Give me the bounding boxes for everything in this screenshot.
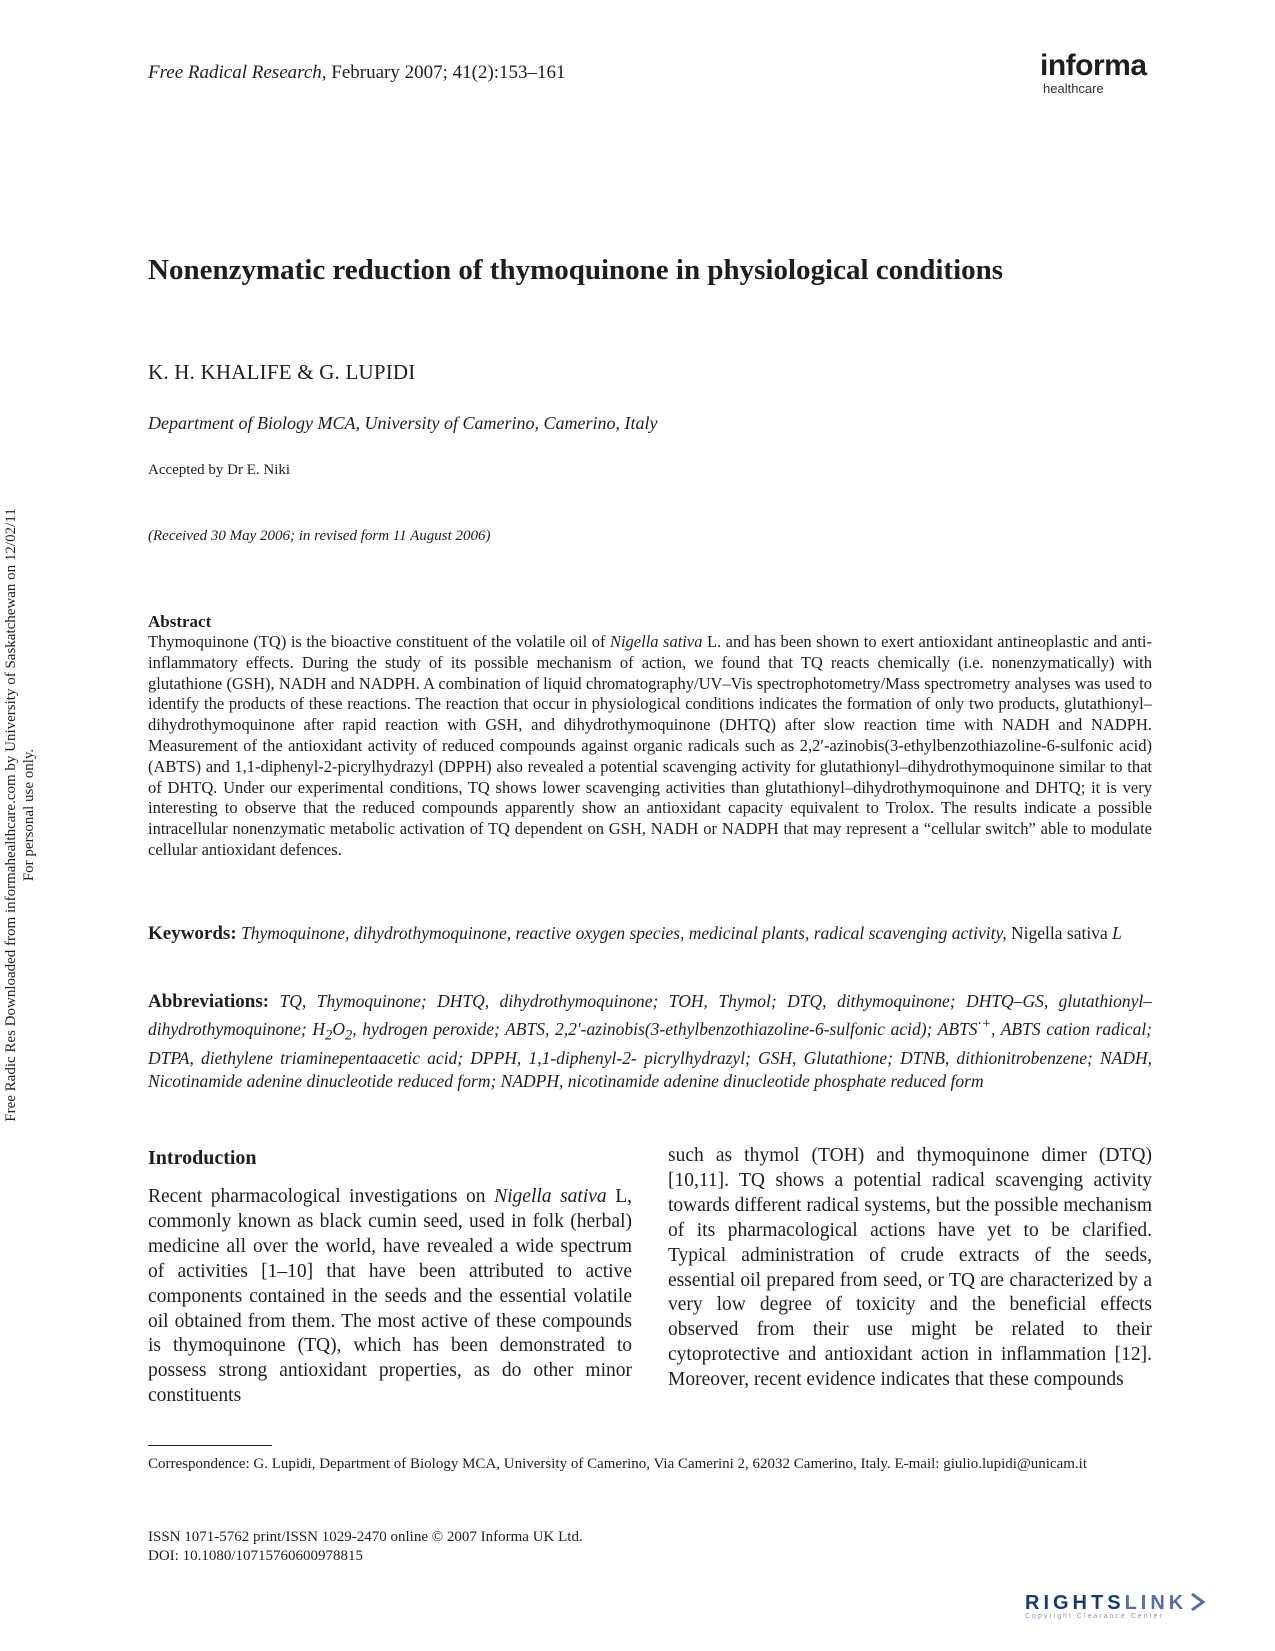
rightslink-logo: RIGHTSLINK Copyright Clearance Center (1025, 1592, 1255, 1632)
introduction-right-column (668, 1144, 1152, 1393)
informa-logo (1040, 50, 1160, 96)
rightslink-subtitle: Copyright Clearance Center (1025, 1613, 1164, 1620)
personal-use-line: For personal use only. (21, 748, 37, 882)
logo-sub-text: healthcare (1043, 81, 1104, 96)
download-watermark (2, 465, 38, 1165)
accepted-by: Accepted by Dr E. Niki (148, 462, 291, 478)
abbreviations-section (148, 990, 1152, 1093)
logo-main-text: informa (1040, 49, 1147, 82)
introduction-left-column (148, 1145, 632, 1409)
abstract-section (148, 612, 1152, 861)
issn-block (148, 1528, 583, 1566)
journal-issue: , February 2007; 41(2):153–161 (321, 62, 566, 83)
introduction-paragraph: Recent pharmacological investigations on Nigella sativa L, commonly known as black cumin seed, used in folk (herbal) medicine all over the world, have revealed a wide spectrum of activities [1–10] that have been attributed to active components contained in the seeds and the essential volatile oil obtained from them. The most active of these compounds is thymoquinone (TQ), which has been demonstrated to possess strong antioxidant properties, as do other minor constituents (148, 1186, 632, 1407)
article-title: Nonenzymatic reduction of thymoquinone in physiological conditions (148, 254, 1004, 286)
abstract-text: Thymoquinone (TQ) is the bioactive constituent of the volatile oil of Nigella sativa L. and has been shown to exert antioxidant antineoplastic and anti-inflammatory effects. During the study of its possible mechanism of action, we found that TQ reacts chemically (i.e. nonenzymatically) with glutathione (GSH), NADH and NADPH. A combination of liquid chromatography/UV–Vis spectrophotometry/Mass spectrometry analyses was used to identify the products of these reactions. The reaction that occur in physiological conditions indicates the formation of only two products, glutathionyl–dihydrothymoquinone after rapid reaction with GSH, and dihydrothymoquinone (DHTQ) after slow reaction time with NADH and NADPH. Measurement of the antioxidant activity of reduced compounds against organic radicals such as 2,2′-azinobis(3-ethylbenzothiazoline-6-sulfonic acid)(ABTS) and 1,1-diphenyl-2-picrylhydrazyl (DPPH) also revealed a potential scavenging activity for glutathionyl–dihydrothymoquinone similar to that of DHTQ. Under our experimental conditions, TQ shows lower scavenging activities than glutathionyl–dihydrothymoquinone and DHTQ; it is very interesting to observe that the reduced compounds apparently show an antioxidant capacity equivalent to Trolox. The results indicate a possible intracellular nonenzymatic metabolic activation of TQ dependent on GSH, NADH or NADPH that may represent a “cellular switch” able to modulate cellular antioxidant defences. (148, 632, 1152, 859)
doi-line: DOI: 10.1080/10715760600978815 (148, 1548, 363, 1564)
abbreviations-label: Abbreviations: (148, 991, 270, 1012)
introduction-heading: Introduction (148, 1147, 257, 1169)
footnote-divider (148, 1445, 272, 1446)
abbreviations-text: TQ, Thymoquinone; DHTQ, dihydrothymoquinone; TOH, Thymol; DTQ, dithymoquinone; DHTQ–GS, glutathionyl–dihydrothymoquinone; $H_2O_2$, hydrogen peroxide; ABTS, 2,2′-azinobis(3-ethylbenzothiazoline-6-sulfonic acid); ABTS·+, ABTS cation radical; DTPA, diethylene triaminepentaacetic acid; DPPH, 1,1-diphenyl-2- picrylhydrazyl; GSH, Glutathione; DTNB, dithionitrobenzene; NADH, Nicotinamide adenine dinucleotide reduced form; NADPH, nicotinamide adenine dinucleotide phosphate reduced form (148, 991, 1153, 1092)
keywords-list: Thymoquinone, dihydrothymoquinone, reactive oxygen species, medicinal plants, radical scavenging activity, (241, 923, 1007, 943)
issn-line: ISSN 1071-5762 print/ISSN 1029-2470 online © 2007 Informa UK Ltd. (148, 1529, 583, 1545)
journal-name: Free Radical Research (148, 62, 322, 83)
download-line: Free Radic Res Downloaded from informahealthcare.com by University of Saskatchewan on 12/02/11 (3, 508, 19, 1122)
introduction-continued: such as thymol (TOH) and thymoquinone dimer (DTQ) [10,11]. TQ shows a potential radical scavenging activity towards different radical systems, but the possible mechanism of its pharmacological actions have yet to be clarified. Typical administration of crude extracts of the seeds, essential oil prepared from seed, or TQ are characterized by a very low degree of toxicity and the beneficial effects observed from their use might be related to their cytoprotective and antioxidant action in inflammation [12]. Moreover, recent evidence indicates that these compounds (668, 1145, 1152, 1391)
journal-citation (148, 62, 566, 84)
correspondence-note: Correspondence: G. Lupidi, Department of Biology MCA, University of Camerino, Via Camerini 2, 62032 Camerino, Italy. E-mail: giulio.lupidi@unicam.it (148, 1456, 1088, 1472)
keywords-section: Keywords: Thymoquinone, dihydrothymoquinone, reactive oxygen species, medicinal plants, radical scavenging activity, Nigella sativa L (148, 923, 1122, 944)
keywords-label: Keywords: (148, 923, 237, 944)
received-dates: (Received 30 May 2006; in revised form 11 August 2006) (148, 528, 491, 544)
author-affiliation: Department of Biology MCA, University of Camerino, Camerino, Italy (148, 413, 658, 433)
article-authors: K. H. KHALIFE & G. LUPIDI (148, 360, 416, 384)
abstract-heading: Abstract (148, 612, 212, 631)
rightslink-arrow-icon (1189, 1592, 1207, 1612)
species-name: Nigella sativa (609, 632, 703, 651)
